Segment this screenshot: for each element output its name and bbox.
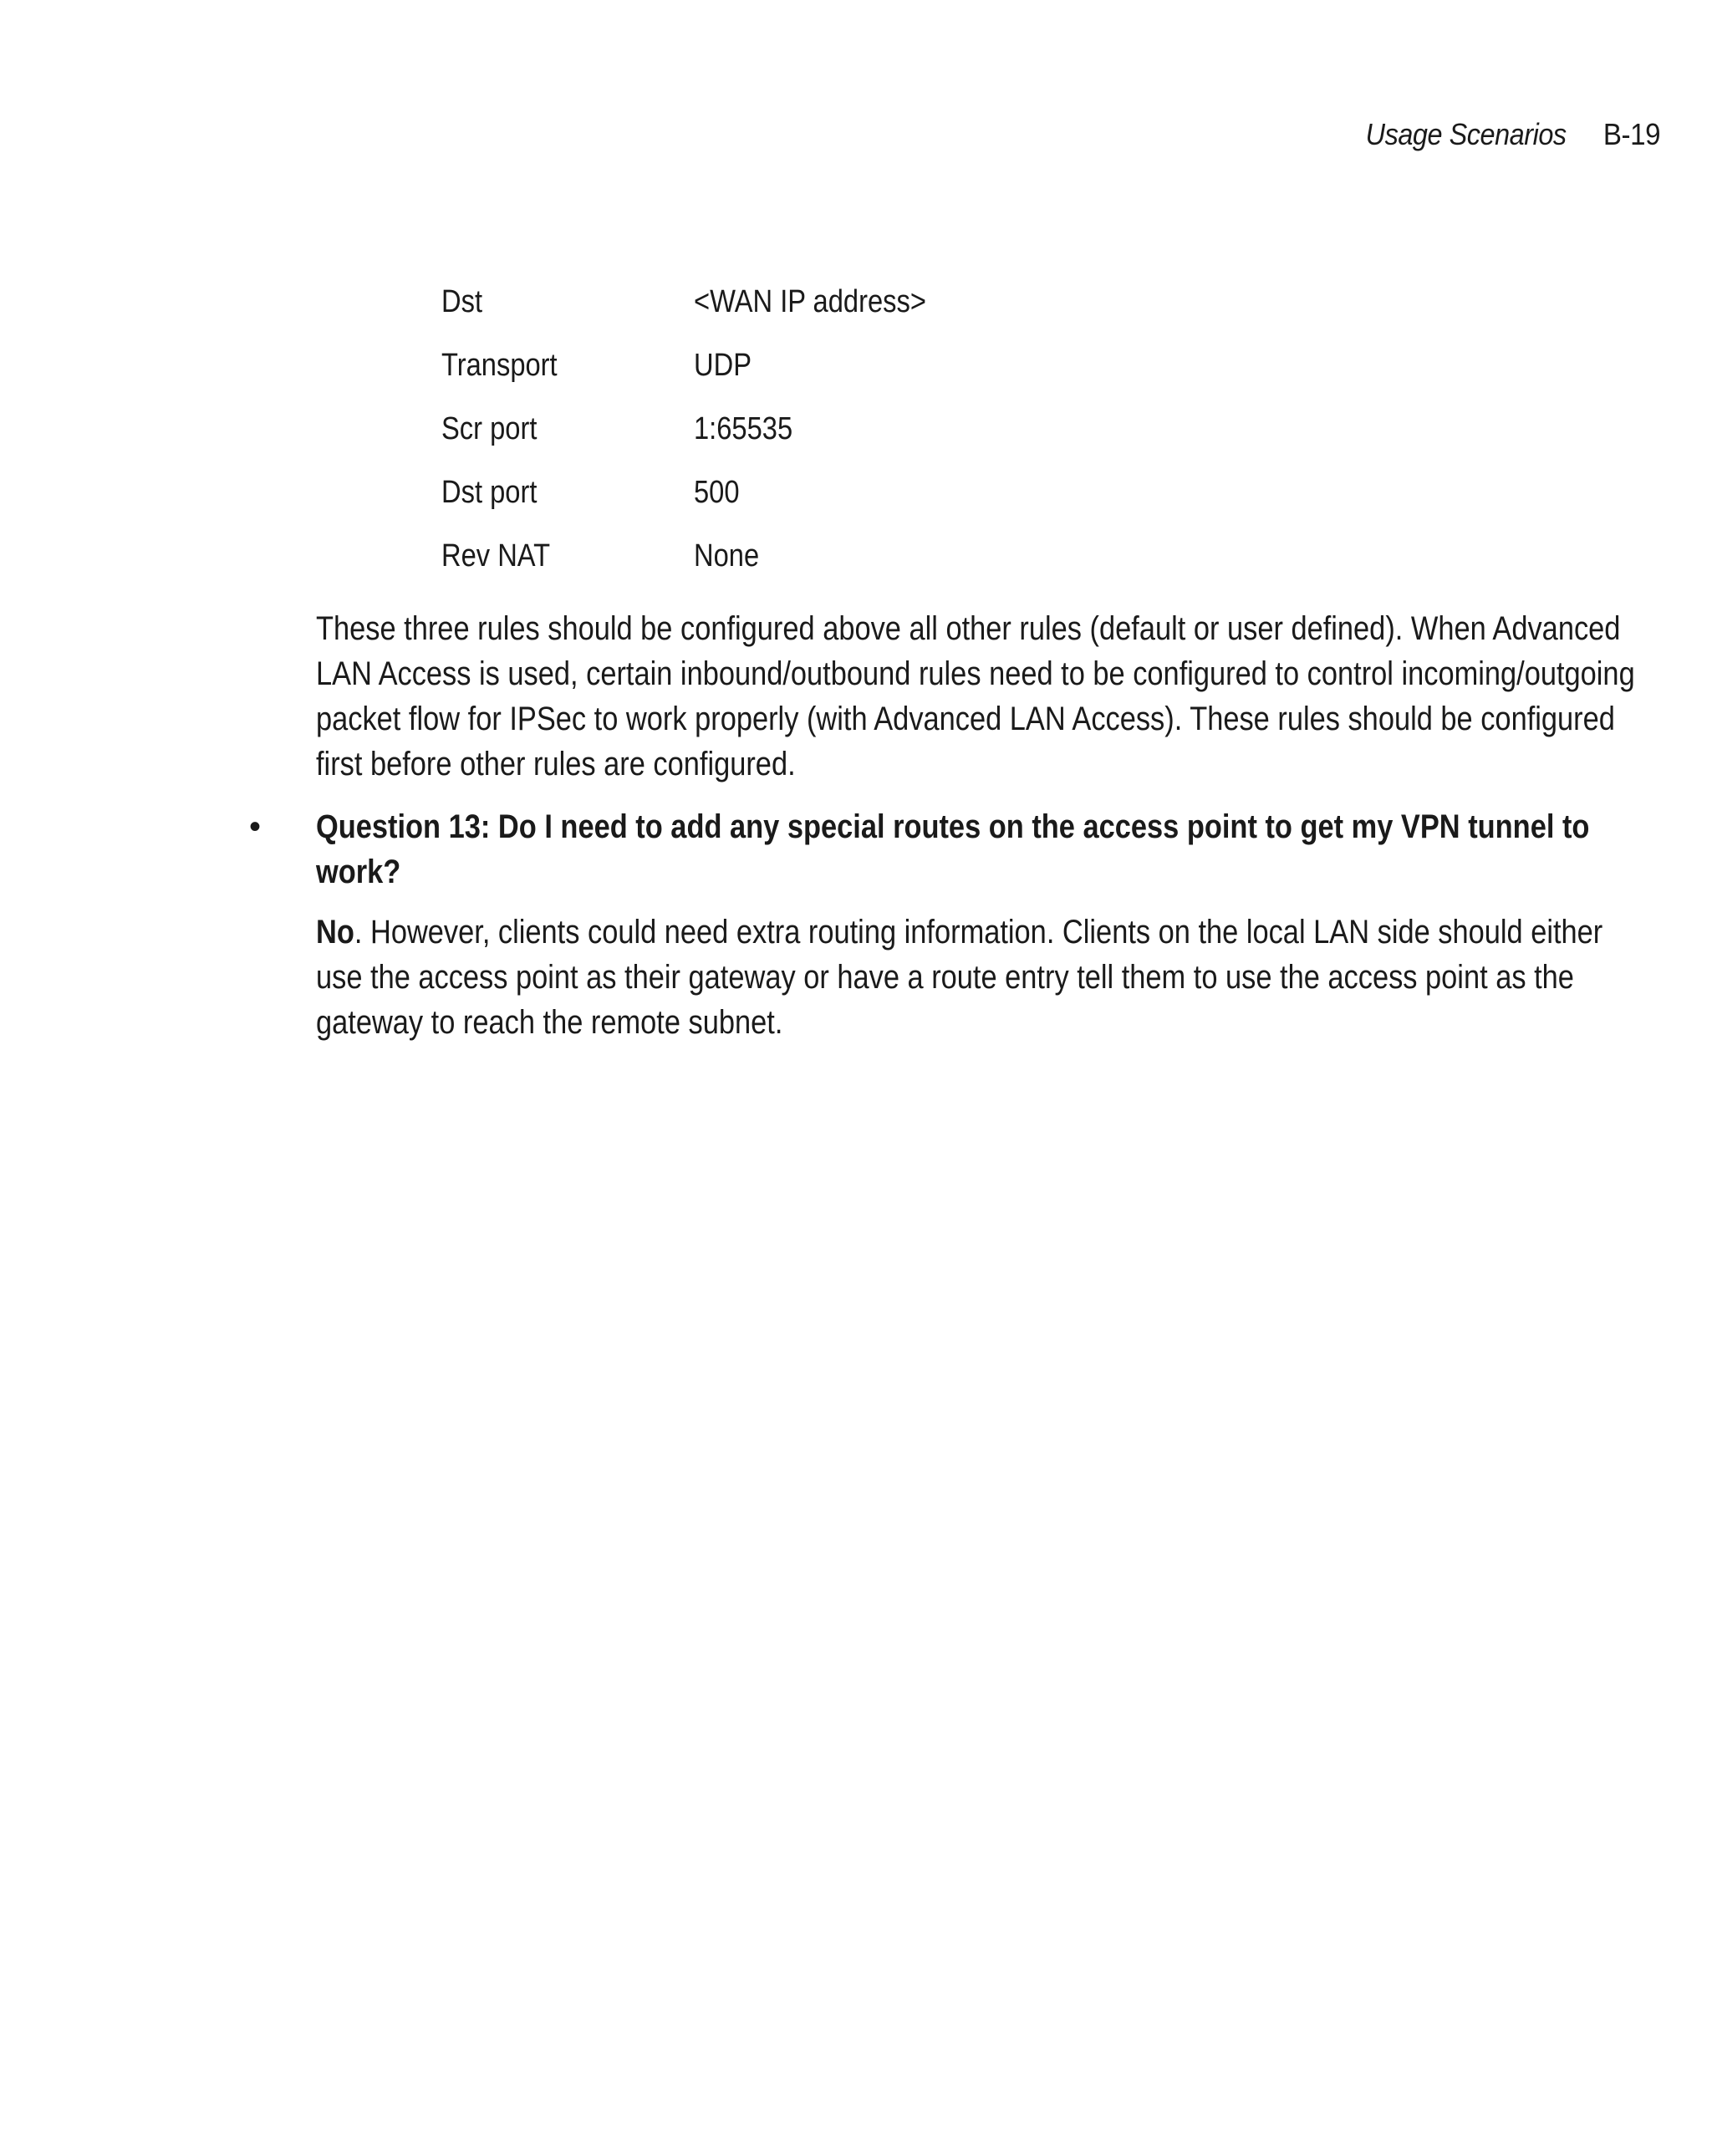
rule-field-value: 1:65535 — [694, 411, 793, 446]
running-header-title: Usage Scenarios — [1365, 117, 1567, 151]
page-number: B-19 — [1602, 117, 1660, 151]
rule-field-value: 500 — [694, 475, 740, 510]
table-row — [441, 538, 964, 602]
rules-order-paragraph — [316, 606, 1637, 787]
answer-lead: No — [316, 914, 354, 951]
table-row — [441, 411, 964, 475]
rule-field-label: Dst — [441, 284, 483, 319]
rule-field-value: <WAN IP address> — [694, 284, 926, 319]
answer-body: . However, clients could need extra routing information. Clients on the local LAN side should either use the access point as their gateway or have a route entry tell them to use the access point as the gateway to reach the remote subnet. — [316, 914, 1603, 1041]
rule-field-label: Dst port — [441, 475, 538, 510]
answer-paragraph — [316, 910, 1637, 1045]
rule-field-label: Scr port — [441, 411, 538, 446]
rule-settings-table — [441, 284, 964, 602]
rule-field-label: Rev NAT — [441, 538, 551, 573]
rule-field-value: UDP — [694, 348, 752, 383]
table-row — [441, 348, 964, 411]
question-heading — [316, 804, 1637, 895]
answer-text — [316, 910, 1637, 1045]
page-header — [1343, 117, 1660, 152]
rule-field-label: Transport — [441, 348, 558, 383]
rule-field-value: None — [694, 538, 760, 573]
table-row — [441, 475, 964, 538]
bullet-icon: • — [249, 808, 262, 845]
table-row — [441, 284, 964, 348]
question-text: Question 13: Do I need to add any special routes on the access point to get my VPN tunnel to work? — [316, 808, 1590, 890]
rules-order-text: These three rules should be configured above all other rules (default or user defined). When Advanced LAN Access is used, certain inbound/outbound rules need to be configured to control incoming/outgoing packet flow for IPSec to work properly (with Advanced LAN Access). These rules should be configured first before other rules are configured. — [316, 610, 1635, 782]
